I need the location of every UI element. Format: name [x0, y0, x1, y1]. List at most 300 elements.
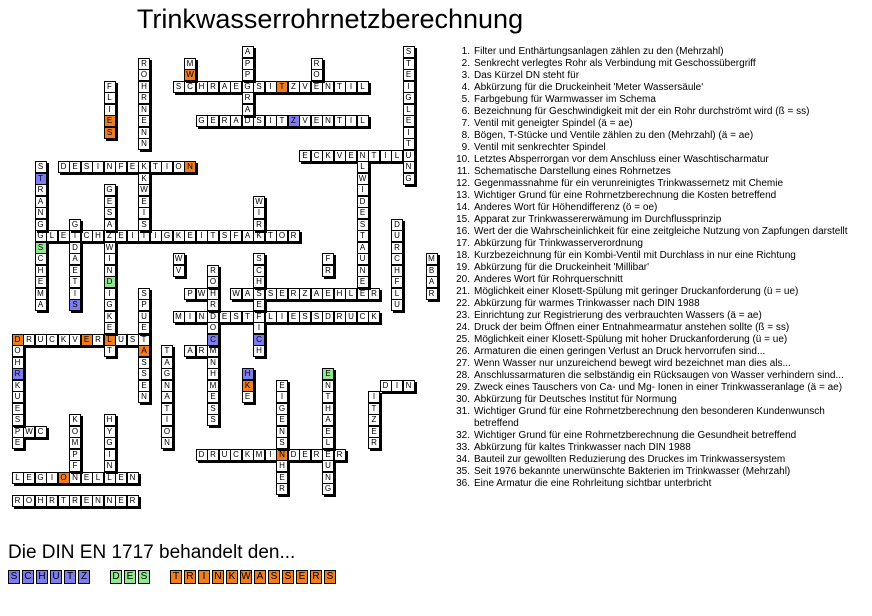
grid-cell[interactable]: S [253, 81, 265, 93]
grid-cell[interactable]: E [322, 288, 334, 300]
grid-cell[interactable]: F [104, 81, 116, 93]
grid-cell[interactable]: U [357, 253, 369, 265]
grid-cell[interactable]: N [69, 472, 81, 484]
grid-cell[interactable]: R [334, 449, 346, 461]
grid-cell[interactable]: E [276, 288, 288, 300]
grid-cell[interactable]: N [196, 311, 208, 323]
grid-cell[interactable]: E [184, 230, 196, 242]
grid-cell[interactable]: T [138, 334, 150, 346]
grid-cell[interactable]: N [138, 127, 150, 139]
grid-cell[interactable]: M [207, 380, 219, 392]
grid-cell[interactable]: K [253, 230, 265, 242]
grid-cell[interactable]: W [196, 288, 208, 300]
grid-cell[interactable]: I [161, 161, 173, 173]
grid-cell[interactable]: R [311, 58, 323, 70]
grid-cell[interactable]: N [138, 391, 150, 403]
grid-cell[interactable]: T [161, 403, 173, 415]
grid-cell[interactable]: N [322, 115, 334, 127]
grid-cell[interactable]: Z [104, 230, 116, 242]
grid-cell[interactable]: P [138, 299, 150, 311]
grid-cell[interactable]: L [391, 150, 403, 162]
grid-cell[interactable]: S [173, 81, 185, 93]
grid-cell[interactable]: S [219, 230, 231, 242]
grid-cell[interactable]: N [161, 437, 173, 449]
grid-cell[interactable]: E [276, 472, 288, 484]
grid-cell[interactable]: T [138, 230, 150, 242]
grid-cell[interactable]: T [368, 403, 380, 415]
grid-cell[interactable]: S [207, 414, 219, 426]
grid-cell[interactable]: I [345, 81, 357, 93]
grid-cell[interactable]: C [81, 230, 93, 242]
grid-cell[interactable]: A [242, 104, 254, 116]
grid-cell[interactable]: W [104, 242, 116, 254]
grid-cell[interactable]: H [253, 276, 265, 288]
grid-cell[interactable]: E [104, 115, 116, 127]
grid-cell[interactable]: S [207, 403, 219, 415]
grid-cell[interactable]: I [403, 127, 415, 139]
grid-cell[interactable]: I [196, 230, 208, 242]
grid-cell[interactable]: F [391, 276, 403, 288]
grid-cell[interactable]: S [69, 299, 81, 311]
grid-cell[interactable]: O [23, 495, 35, 507]
grid-cell[interactable]: U [35, 334, 47, 346]
grid-cell[interactable]: D [12, 334, 24, 346]
grid-cell[interactable]: I [265, 115, 277, 127]
grid-cell[interactable]: E [242, 391, 254, 403]
grid-cell[interactable]: M [69, 437, 81, 449]
grid-cell[interactable]: M [253, 449, 265, 461]
grid-cell[interactable]: I [184, 311, 196, 323]
grid-cell[interactable]: R [69, 495, 81, 507]
grid-cell[interactable]: O [58, 472, 70, 484]
grid-cell[interactable]: W [357, 173, 369, 185]
grid-cell[interactable]: G [69, 219, 81, 231]
grid-cell[interactable]: R [207, 81, 219, 93]
grid-cell[interactable]: H [253, 345, 265, 357]
grid-cell[interactable]: F [115, 161, 127, 173]
grid-cell[interactable]: O [311, 69, 323, 81]
grid-cell[interactable]: M [184, 58, 196, 70]
grid-cell[interactable]: S [276, 437, 288, 449]
grid-cell[interactable]: V [69, 334, 81, 346]
grid-cell[interactable]: E [23, 472, 35, 484]
grid-cell[interactable]: N [161, 380, 173, 392]
grid-cell[interactable]: H [104, 414, 116, 426]
grid-cell[interactable]: D [380, 380, 392, 392]
grid-cell[interactable]: A [426, 276, 438, 288]
grid-cell[interactable]: U [12, 391, 24, 403]
grid-cell[interactable]: H [391, 265, 403, 277]
grid-cell[interactable]: D [242, 115, 254, 127]
grid-cell[interactable]: V [299, 115, 311, 127]
grid-cell[interactable]: O [161, 426, 173, 438]
grid-cell[interactable]: R [288, 288, 300, 300]
grid-cell[interactable]: I [357, 184, 369, 196]
grid-cell[interactable]: N [127, 472, 139, 484]
grid-cell[interactable]: R [127, 495, 139, 507]
grid-cell[interactable]: O [173, 161, 185, 173]
grid-cell[interactable]: B [426, 265, 438, 277]
grid-cell[interactable]: C [35, 253, 47, 265]
grid-cell[interactable]: E [345, 150, 357, 162]
grid-cell[interactable]: R [368, 288, 380, 300]
grid-cell[interactable]: R [253, 219, 265, 231]
grid-cell[interactable]: E [81, 495, 93, 507]
grid-cell[interactable]: G [104, 437, 116, 449]
grid-cell[interactable]: R [12, 495, 24, 507]
grid-cell[interactable]: C [311, 150, 323, 162]
grid-cell[interactable]: L [357, 115, 369, 127]
grid-cell[interactable]: T [357, 230, 369, 242]
grid-cell[interactable]: P [69, 449, 81, 461]
grid-cell[interactable]: A [311, 288, 323, 300]
grid-cell[interactable]: H [276, 460, 288, 472]
grid-cell[interactable]: U [403, 150, 415, 162]
grid-cell[interactable]: I [276, 391, 288, 403]
grid-cell[interactable]: R [207, 299, 219, 311]
grid-cell[interactable]: D [288, 449, 300, 461]
grid-cell[interactable]: Z [288, 81, 300, 93]
grid-cell[interactable]: P [184, 288, 196, 300]
grid-cell[interactable]: I [104, 288, 116, 300]
grid-cell[interactable]: E [35, 276, 47, 288]
grid-cell[interactable]: G [104, 184, 116, 196]
grid-cell[interactable]: T [242, 311, 254, 323]
grid-cell[interactable]: C [35, 426, 47, 438]
grid-cell[interactable]: I [391, 380, 403, 392]
grid-cell[interactable]: D [322, 311, 334, 323]
grid-cell[interactable]: R [92, 334, 104, 346]
grid-cell[interactable]: C [184, 81, 196, 93]
grid-cell[interactable]: A [35, 196, 47, 208]
grid-cell[interactable]: H [322, 403, 334, 415]
grid-cell[interactable]: I [380, 150, 392, 162]
grid-cell[interactable]: L [12, 472, 24, 484]
grid-cell[interactable]: S [299, 311, 311, 323]
grid-cell[interactable]: C [230, 449, 242, 461]
grid-cell[interactable]: N [104, 161, 116, 173]
grid-cell[interactable]: M [207, 345, 219, 357]
grid-cell[interactable]: R [276, 483, 288, 495]
grid-cell[interactable]: G [35, 230, 47, 242]
grid-cell[interactable]: E [58, 230, 70, 242]
grid-cell[interactable]: H [207, 368, 219, 380]
grid-cell[interactable]: S [230, 311, 242, 323]
grid-cell[interactable]: N [104, 460, 116, 472]
grid-cell[interactable]: C [391, 253, 403, 265]
grid-cell[interactable]: W [230, 288, 242, 300]
grid-cell[interactable]: Z [299, 288, 311, 300]
grid-cell[interactable]: H [35, 265, 47, 277]
grid-cell[interactable]: S [127, 334, 139, 346]
grid-cell[interactable]: L [345, 288, 357, 300]
grid-cell[interactable]: L [104, 334, 116, 346]
grid-cell[interactable]: N [184, 161, 196, 173]
grid-cell[interactable]: R [138, 58, 150, 70]
grid-cell[interactable]: A [242, 230, 254, 242]
grid-cell[interactable]: N [322, 380, 334, 392]
grid-cell[interactable]: Z [288, 115, 300, 127]
grid-cell[interactable]: O [12, 345, 24, 357]
grid-cell[interactable]: U [391, 299, 403, 311]
grid-cell[interactable]: S [104, 207, 116, 219]
grid-cell[interactable]: S [253, 253, 265, 265]
grid-cell[interactable]: E [276, 380, 288, 392]
grid-cell[interactable]: S [138, 219, 150, 231]
grid-cell[interactable]: T [334, 115, 346, 127]
grid-cell[interactable]: F [253, 311, 265, 323]
grid-cell[interactable]: L [104, 92, 116, 104]
grid-cell[interactable]: G [403, 92, 415, 104]
grid-cell[interactable]: I [276, 311, 288, 323]
grid-cell[interactable]: G [35, 472, 47, 484]
grid-cell[interactable]: T [207, 230, 219, 242]
grid-cell[interactable]: V [173, 265, 185, 277]
grid-cell[interactable]: E [115, 472, 127, 484]
grid-cell[interactable]: C [46, 334, 58, 346]
grid-cell[interactable]: P [242, 69, 254, 81]
grid-cell[interactable]: T [265, 230, 277, 242]
grid-cell[interactable]: P [242, 58, 254, 70]
grid-cell[interactable]: D [104, 276, 116, 288]
grid-cell[interactable]: E [357, 276, 369, 288]
grid-cell[interactable]: E [207, 115, 219, 127]
grid-cell[interactable]: T [403, 138, 415, 150]
grid-cell[interactable]: R [12, 368, 24, 380]
grid-cell[interactable]: A [184, 345, 196, 357]
grid-cell[interactable]: A [161, 391, 173, 403]
grid-cell[interactable]: E [276, 414, 288, 426]
grid-cell[interactable]: E [322, 368, 334, 380]
grid-cell[interactable]: N [357, 265, 369, 277]
grid-cell[interactable]: M [426, 253, 438, 265]
grid-cell[interactable]: Z [368, 414, 380, 426]
grid-cell[interactable]: R [35, 184, 47, 196]
grid-cell[interactable]: T [150, 161, 162, 173]
grid-cell[interactable]: K [58, 334, 70, 346]
grid-cell[interactable]: E [207, 391, 219, 403]
grid-cell[interactable]: G [242, 81, 254, 93]
grid-cell[interactable]: N [104, 495, 116, 507]
grid-cell[interactable]: R [207, 265, 219, 277]
grid-cell[interactable]: V [334, 150, 346, 162]
grid-cell[interactable]: E [368, 426, 380, 438]
grid-cell[interactable]: W [184, 69, 196, 81]
grid-cell[interactable]: D [69, 242, 81, 254]
grid-cell[interactable]: H [196, 81, 208, 93]
grid-cell[interactable]: A [242, 288, 254, 300]
grid-cell[interactable]: L [322, 437, 334, 449]
grid-cell[interactable]: N [138, 138, 150, 150]
grid-cell[interactable]: D [207, 311, 219, 323]
grid-cell[interactable]: I [265, 81, 277, 93]
grid-cell[interactable]: E [322, 426, 334, 438]
grid-cell[interactable]: D [58, 161, 70, 173]
grid-cell[interactable]: E [138, 115, 150, 127]
grid-cell[interactable]: K [368, 311, 380, 323]
grid-cell[interactable]: E [299, 449, 311, 461]
grid-cell[interactable]: F [322, 253, 334, 265]
grid-cell[interactable]: R [138, 92, 150, 104]
grid-cell[interactable]: D [391, 219, 403, 231]
grid-cell[interactable]: H [138, 81, 150, 93]
grid-cell[interactable]: U [219, 449, 231, 461]
grid-cell[interactable]: I [46, 472, 58, 484]
grid-cell[interactable]: H [92, 230, 104, 242]
grid-cell[interactable]: E [288, 311, 300, 323]
grid-cell[interactable]: E [138, 196, 150, 208]
grid-cell[interactable]: K [138, 161, 150, 173]
grid-cell[interactable]: N [104, 265, 116, 277]
grid-cell[interactable]: I [104, 449, 116, 461]
grid-cell[interactable]: E [127, 161, 139, 173]
grid-cell[interactable]: L [391, 288, 403, 300]
grid-cell[interactable]: E [12, 437, 24, 449]
grid-cell[interactable]: T [35, 173, 47, 185]
grid-cell[interactable]: R [288, 230, 300, 242]
grid-cell[interactable]: N [35, 207, 47, 219]
grid-cell[interactable]: E [230, 81, 242, 93]
grid-cell[interactable]: E [253, 299, 265, 311]
grid-cell[interactable]: R [207, 449, 219, 461]
grid-cell[interactable]: O [207, 322, 219, 334]
grid-cell[interactable]: A [69, 253, 81, 265]
grid-cell[interactable]: L [92, 472, 104, 484]
grid-cell[interactable]: T [58, 495, 70, 507]
grid-cell[interactable]: K [138, 173, 150, 185]
grid-cell[interactable]: A [322, 414, 334, 426]
grid-cell[interactable]: T [276, 81, 288, 93]
grid-cell[interactable]: M [173, 311, 185, 323]
grid-cell[interactable]: R [219, 115, 231, 127]
grid-cell[interactable]: E [12, 403, 24, 415]
grid-cell[interactable]: C [253, 265, 265, 277]
grid-cell[interactable]: F [69, 460, 81, 472]
grid-cell[interactable]: E [115, 230, 127, 242]
grid-cell[interactable]: L [46, 230, 58, 242]
grid-cell[interactable]: R [391, 242, 403, 254]
grid-cell[interactable]: L [357, 81, 369, 93]
grid-cell[interactable]: A [161, 357, 173, 369]
grid-cell[interactable]: W [253, 196, 265, 208]
grid-cell[interactable]: E [104, 196, 116, 208]
grid-cell[interactable]: N [207, 357, 219, 369]
grid-cell[interactable]: O [138, 69, 150, 81]
grid-cell[interactable]: H [12, 357, 24, 369]
grid-cell[interactable]: A [357, 242, 369, 254]
grid-cell[interactable]: S [81, 161, 93, 173]
grid-cell[interactable]: M [35, 288, 47, 300]
grid-cell[interactable]: U [345, 311, 357, 323]
grid-cell[interactable]: R [196, 345, 208, 357]
grid-cell[interactable]: S [35, 242, 47, 254]
grid-cell[interactable]: G [322, 483, 334, 495]
grid-cell[interactable]: I [69, 230, 81, 242]
grid-cell[interactable]: K [242, 449, 254, 461]
grid-cell[interactable]: N [403, 161, 415, 173]
grid-cell[interactable]: K [69, 414, 81, 426]
grid-cell[interactable]: D [196, 449, 208, 461]
crossword-grid[interactable] [0, 0, 440, 560]
grid-cell[interactable]: R [334, 311, 346, 323]
grid-cell[interactable]: S [357, 219, 369, 231]
grid-cell[interactable]: L [357, 161, 369, 173]
grid-cell[interactable]: K [12, 380, 24, 392]
grid-cell[interactable]: E [219, 311, 231, 323]
grid-cell[interactable]: O [69, 426, 81, 438]
grid-cell[interactable]: K [322, 150, 334, 162]
grid-cell[interactable]: W [23, 426, 35, 438]
grid-cell[interactable]: N [322, 81, 334, 93]
grid-cell[interactable]: R [46, 495, 58, 507]
grid-cell[interactable]: G [104, 299, 116, 311]
grid-cell[interactable]: A [35, 299, 47, 311]
grid-cell[interactable]: E [138, 322, 150, 334]
grid-cell[interactable]: R [368, 437, 380, 449]
grid-cell[interactable]: E [138, 380, 150, 392]
grid-cell[interactable]: E [403, 115, 415, 127]
grid-cell[interactable]: O [276, 230, 288, 242]
grid-cell[interactable]: G [196, 115, 208, 127]
grid-cell[interactable]: E [311, 115, 323, 127]
grid-cell[interactable]: E [311, 81, 323, 93]
grid-cell[interactable]: E [69, 265, 81, 277]
grid-cell[interactable]: N [276, 426, 288, 438]
grid-cell[interactable]: G [276, 403, 288, 415]
grid-cell[interactable]: T [104, 345, 116, 357]
grid-cell[interactable]: E [357, 207, 369, 219]
grid-cell[interactable]: R [322, 265, 334, 277]
grid-cell[interactable]: H [334, 288, 346, 300]
grid-cell[interactable]: F [230, 230, 242, 242]
grid-cell[interactable]: U [115, 334, 127, 346]
grid-cell[interactable]: S [138, 288, 150, 300]
grid-cell[interactable]: S [104, 127, 116, 139]
grid-cell[interactable]: I [368, 391, 380, 403]
grid-cell[interactable]: T [161, 345, 173, 357]
grid-cell[interactable]: S [12, 414, 24, 426]
grid-cell[interactable]: L [403, 104, 415, 116]
grid-cell[interactable]: E [104, 322, 116, 334]
grid-cell[interactable]: K [242, 380, 254, 392]
grid-cell[interactable]: S [403, 46, 415, 58]
grid-cell[interactable]: N [92, 495, 104, 507]
grid-cell[interactable]: N [276, 449, 288, 461]
grid-cell[interactable]: T [69, 276, 81, 288]
grid-cell[interactable]: E [299, 150, 311, 162]
grid-cell[interactable]: D [357, 196, 369, 208]
grid-cell[interactable]: W [173, 253, 185, 265]
grid-cell[interactable]: C [253, 334, 265, 346]
grid-cell[interactable]: H [207, 288, 219, 300]
grid-cell[interactable]: I [150, 230, 162, 242]
grid-cell[interactable]: U [322, 460, 334, 472]
grid-cell[interactable]: I [345, 115, 357, 127]
grid-cell[interactable]: U [138, 311, 150, 323]
grid-cell[interactable]: T [276, 115, 288, 127]
grid-cell[interactable]: S [253, 288, 265, 300]
grid-cell[interactable]: Y [104, 426, 116, 438]
grid-cell[interactable]: L [265, 311, 277, 323]
grid-cell[interactable]: R [426, 288, 438, 300]
grid-cell[interactable]: A [242, 46, 254, 58]
grid-cell[interactable]: O [207, 276, 219, 288]
grid-cell[interactable]: A [138, 345, 150, 357]
grid-cell[interactable]: S [138, 357, 150, 369]
grid-cell[interactable]: E [357, 288, 369, 300]
grid-cell[interactable]: I [265, 449, 277, 461]
grid-cell[interactable]: S [311, 311, 323, 323]
